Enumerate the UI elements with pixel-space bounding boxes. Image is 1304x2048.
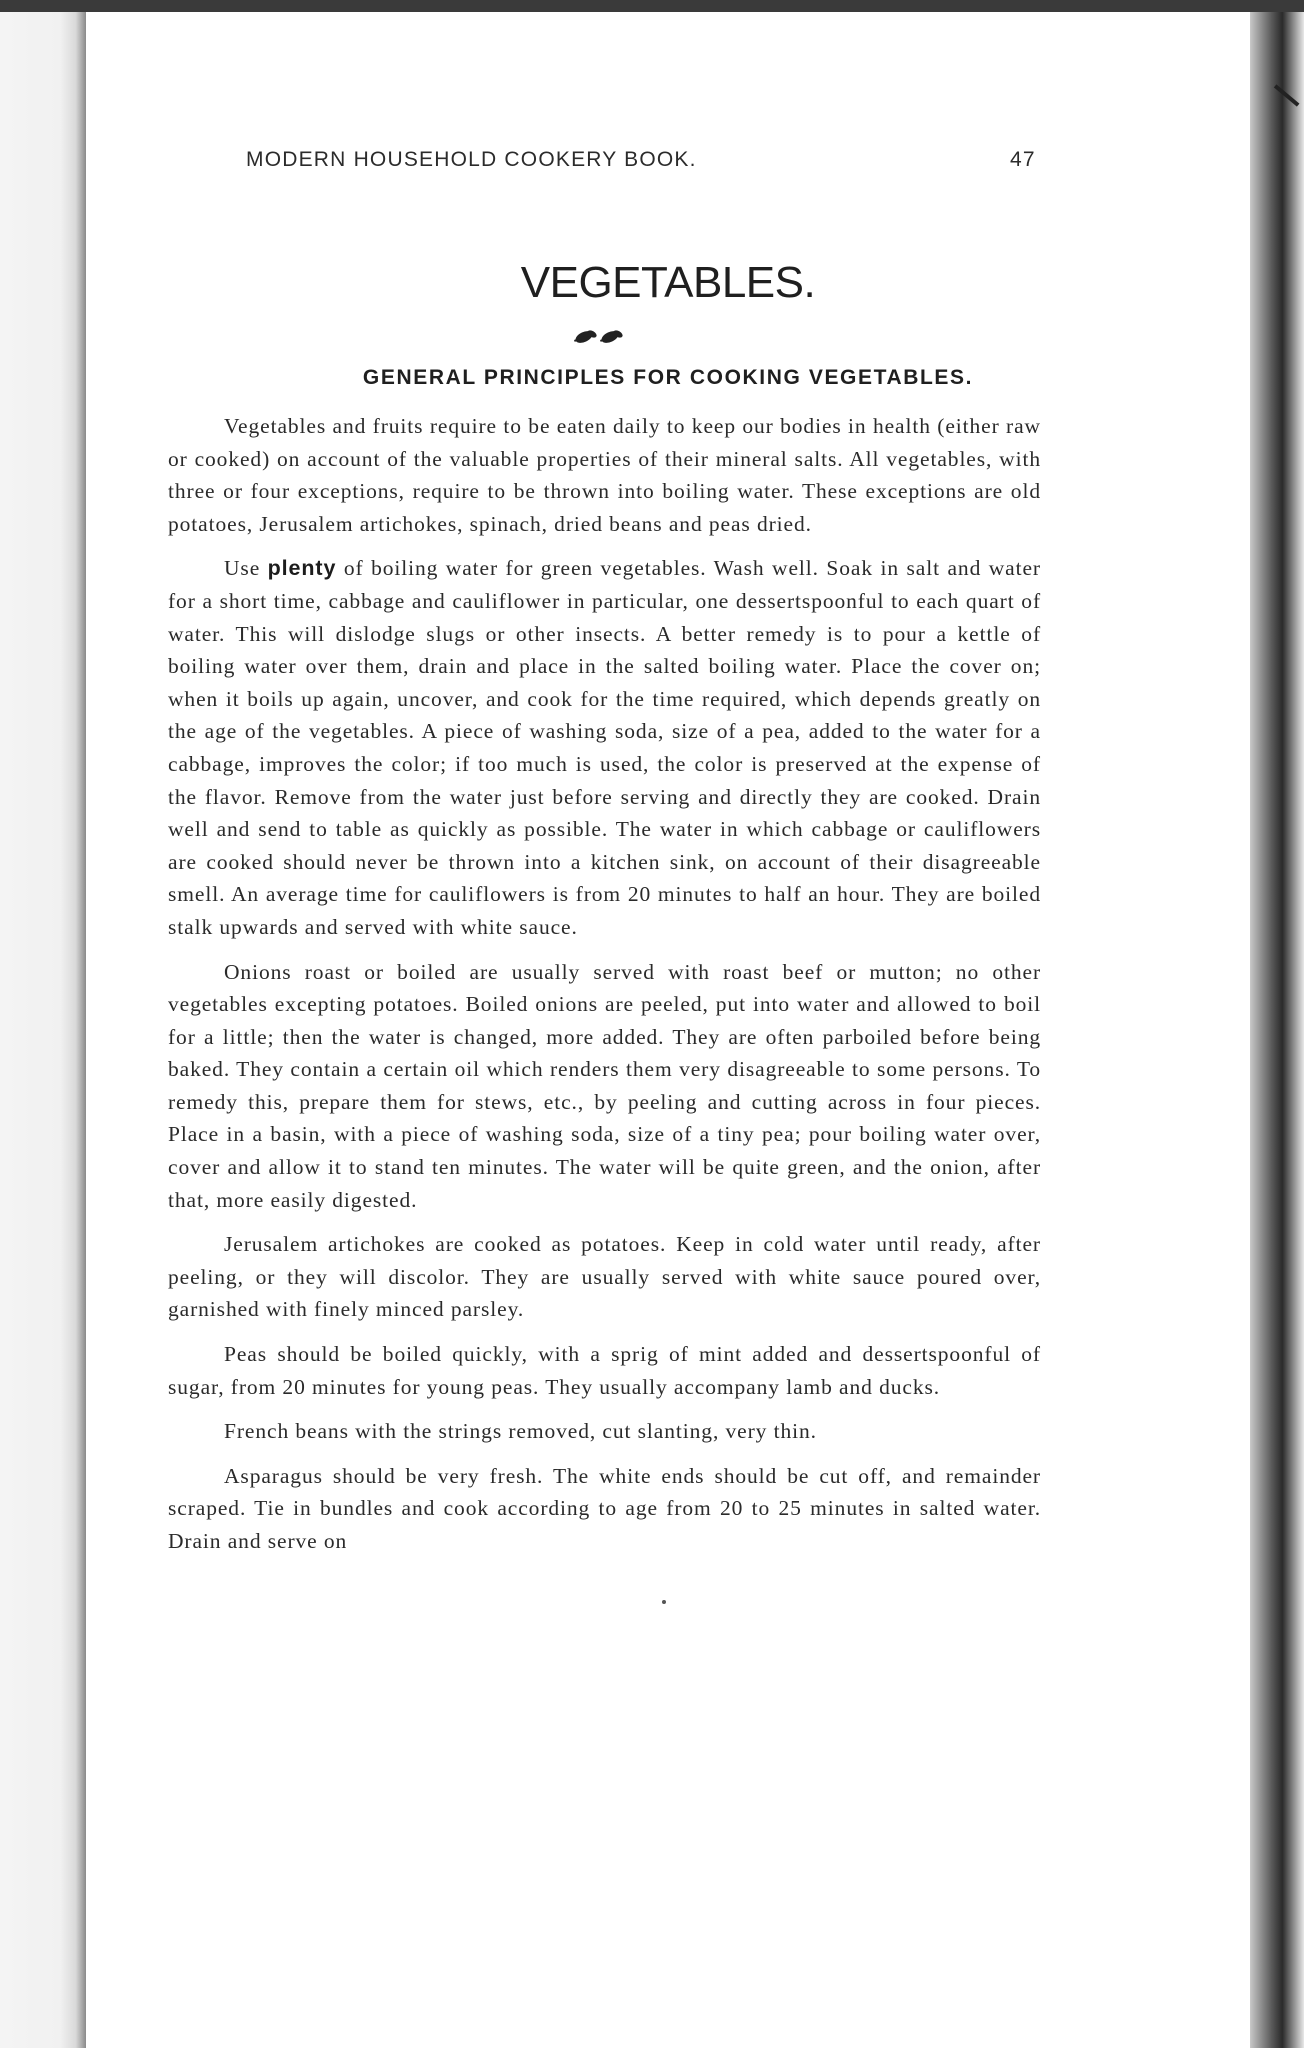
page-number: 47 bbox=[1010, 148, 1036, 171]
binding-gutter bbox=[0, 12, 86, 2048]
paragraph-asparagus: Asparagus should be very fresh. The white ends should be cut off, and remainder scraped. Tie in bundles and cook according to age from 20 to 25 minutes in salted water. Drain and serve on bbox=[168, 1463, 1041, 1553]
chapter-title: VEGETABLES. bbox=[520, 258, 816, 307]
ink-speck bbox=[662, 1600, 666, 1604]
paragraph-green-vegetables bbox=[168, 552, 1041, 943]
running-title: MODERN HOUSEHOLD COOKERY BOOK. bbox=[246, 148, 697, 171]
paragraph-peas: Peas should be boiled quickly, with a sprig of mint added and dessertspoonful of sugar, from 20 minutes for young peas. They usually accompany lamb and ducks. bbox=[168, 1342, 1041, 1399]
body-text bbox=[168, 410, 1041, 1570]
paragraph-onions: Onions roast or boiled are usually served with roast beef or mutton; no other vegetables excepting potatoes. Boiled onions are peeled, put into water and allowed to boil for a little; then the water is changed, more added. They are often parboiled before being baked. They contain a certain oil which renders them very disagreeable to some persons. To remedy this, prepare them for stews, etc., by peeling and cutting across in four pieces. Place in a basin, with a piece of washing soda, size of a tiny pea; pour boiling water over, cover and allow it to stand ten minutes. The water will be quite green, and the onion, after that, more easily digested. bbox=[168, 959, 1041, 1212]
paragraph-lead-in: Use bbox=[224, 556, 268, 581]
paragraph-vegetables-fruits: Vegetables and fruits require to be eaten daily to keep our bodies in health (either raw or cooked) on account of the valuable properties of their mineral salts. All vegetables, with three or four exceptions, require to be thrown into boiling water. These exceptions are old potatoes, Jerusalem artichokes, spinach, dried beans and peas dried. bbox=[168, 414, 1041, 536]
section-heading: GENERAL PRINCIPLES FOR COOKING VEGETABLES. bbox=[362, 366, 974, 389]
twin-leaf-ornament-icon bbox=[570, 326, 630, 348]
emphasis-plenty: plenty bbox=[267, 556, 337, 581]
paragraph-french-beans: French beans with the strings removed, cut slanting, very thin. bbox=[224, 1419, 817, 1444]
scan-top-edge bbox=[0, 0, 1304, 12]
paragraph-jerusalem-artichokes: Jerusalem artichokes are cooked as potatoes. Keep in cold water until ready, after peeling, or they will discolor. They are usually served with white sauce poured over, garnished with finely minced parsley. bbox=[168, 1232, 1041, 1322]
paragraph-continuation: of boiling water for green vegetables. Wash well. Soak in salt and water for a short time, cabbage and cauliflower in particular, one dessertspoonful to each quart of water. This will dislodge slugs or other insects. A better remedy is to pour a kettle of boiling water over them, drain and place in the salted boiling water. Place the cover on; when it boils up again, uncover, and cook for the time required, which depends greatly on the age of the vegetables. A piece of washing soda, size of a pea, added to the water for a cabbage, improves the color; if too much is used, the color is preserved at the expense of the flavor. Remove from the water just before serving and directly they are cooked. Drain well and send to table as quickly as possible. The water in which cabbage or cauliflowers are cooked should never be thrown into a kitchen sink, on account of their disagreeable smell. An average time for cauliflowers is from 20 minutes to half an hour. They are boiled stalk upwards and served with white sauce. bbox=[168, 556, 1041, 939]
page-right-edge bbox=[1250, 12, 1304, 2048]
